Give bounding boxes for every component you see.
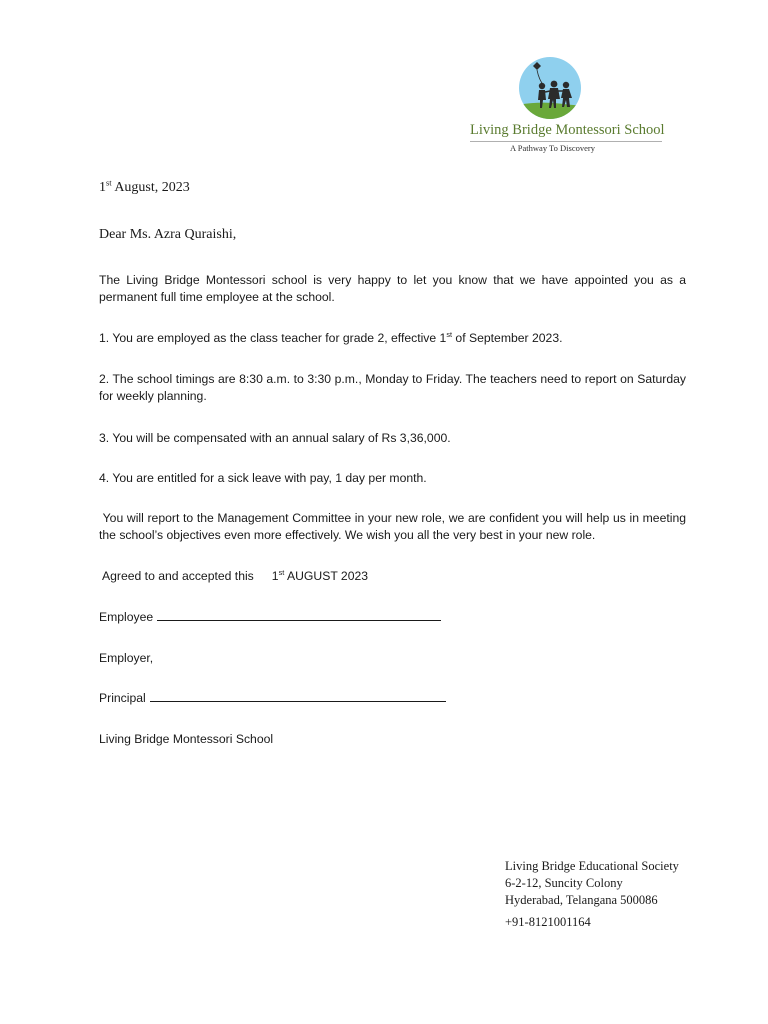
date-rest: August, 2023 (111, 180, 190, 195)
address-line: 6-2-12, Suncity Colony (505, 876, 623, 890)
salutation: Dear Ms. Azra Quraishi, (99, 227, 237, 242)
logo-divider (470, 141, 662, 142)
school-logo (460, 56, 670, 156)
point-1 (99, 330, 686, 347)
closing-paragraph (99, 510, 686, 544)
employee-label: Employee (99, 610, 154, 624)
closing-text: You will report to the Management Committee in your new role, we are confident you will help us in meeting the school’s objectives even more effectively. We wish you all the very best in your new role. (99, 511, 687, 542)
school-name: Living Bridge Montessori School (99, 732, 274, 746)
employee-signature-line (157, 609, 441, 621)
intro-paragraph: The Living Bridge Montessori school is very happy to let you know that we have appointed you as a permanent full time employee at the school. (99, 273, 686, 304)
principal-signature-line (150, 690, 446, 702)
school-logo-emblem-icon (504, 56, 596, 120)
point-2: 2. The school timings are 8:30 a.m. to 3:30 p.m., Monday to Friday. The teachers need to report on Saturday for weekly planning. (99, 372, 686, 403)
employee-signature-row (99, 609, 441, 626)
point-1-rest: of September 2023. (452, 331, 563, 345)
address-line: Hyderabad, Telangana 500086 (505, 893, 658, 907)
footer-address (505, 858, 679, 909)
acceptance-sup: st (278, 567, 285, 577)
address-line: Living Bridge Educational Society (505, 859, 679, 873)
letter-date (99, 180, 190, 196)
point-1-sup: st (446, 329, 453, 339)
acceptance-line (102, 568, 368, 585)
acceptance-day: 1 (271, 569, 279, 583)
principal-label: Principal (99, 691, 146, 705)
acceptance-label: Agreed to and accepted this (102, 569, 254, 583)
logo-tagline: A Pathway To Discovery (510, 143, 595, 153)
acceptance-rest: AUGUST 2023 (284, 569, 369, 583)
point-1-text: 1. You are employed as the class teacher for grade 2, effective 1 (99, 331, 447, 345)
employer-label: Employer, (99, 651, 154, 665)
logo-school-name: Living Bridge Montessori School (470, 122, 665, 138)
footer-phone: +91-8121001164 (505, 915, 591, 929)
date-suffix: st (106, 178, 112, 188)
principal-signature-row (99, 690, 446, 707)
point-4: 4. You are entitled for a sick leave with pay, 1 day per month. (99, 471, 427, 485)
date-day: 1 (99, 180, 106, 195)
point-3: 3. You will be compensated with an annual salary of Rs 3,36,000. (99, 431, 451, 445)
